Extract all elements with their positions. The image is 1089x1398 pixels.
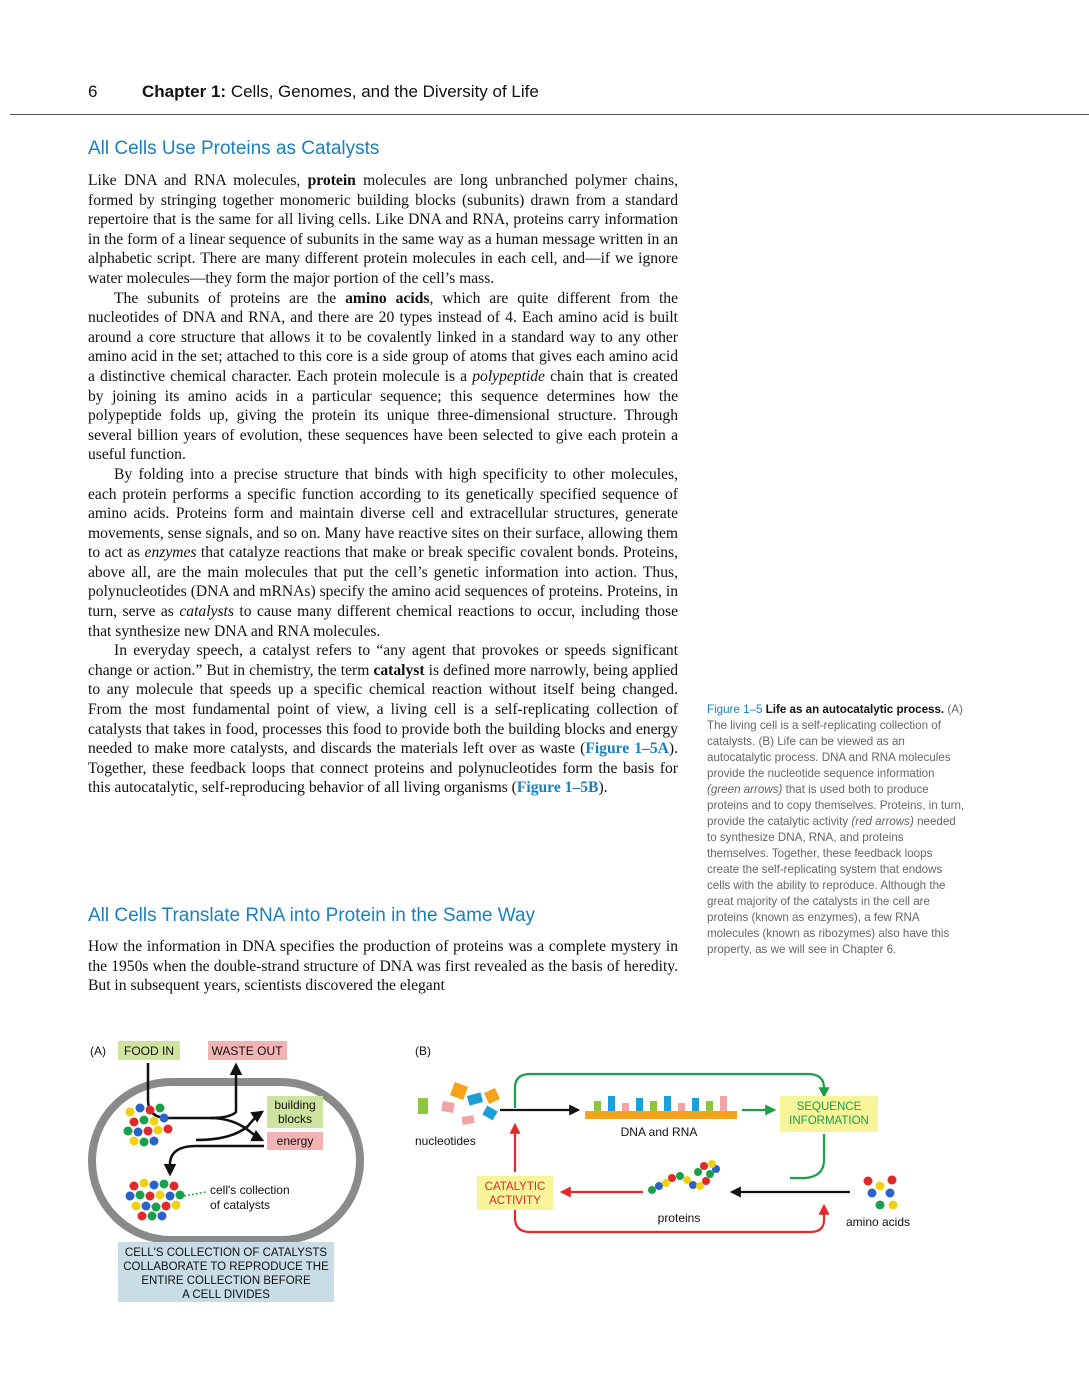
- panel-a: [90, 1041, 360, 1302]
- building-label: building: [274, 1098, 316, 1112]
- dna-rna-strand: [585, 1096, 737, 1119]
- waste-out-label: WASTE OUT: [211, 1044, 283, 1058]
- catalytic-label-1: CATALYTIC: [484, 1181, 546, 1193]
- figure-1-5a-link[interactable]: Figure 1–5A: [585, 740, 669, 758]
- note-line-3: ENTIRE COLLECTION BEFORE: [141, 1275, 311, 1287]
- catalyst-cluster-lower: [126, 1179, 185, 1221]
- energy-label: energy: [276, 1134, 314, 1148]
- blocks-label: blocks: [277, 1112, 313, 1126]
- nucleotides-label: nucleotides: [415, 1134, 476, 1148]
- figure-caption: Figure 1–5 Life as an autocatalytic process. (A) The living cell is a self-replicating collection of catalysts. (B) Life can be viewed as an autocatalytic process. DNA and RNA molecules provide the nucleotide sequence information (green arrows) that is used both to produce proteins and to copy themselves. Proteins, in turn, provide the catalytic activity (red arrows) needed to synthesize DNA, RNA, and proteins themselves. Together, these feedback loops create the self-replicating system that endows cells with the ability to reproduce. Although the great majority of the catalysts in the cell are proteins (known as enzymes), a few RNA molecules (known as ribozymes) also have this property, as we will see in Chapter 6.: [707, 703, 965, 956]
- nucleotides-icon: [418, 1082, 500, 1125]
- proteins-label: proteins: [657, 1211, 701, 1225]
- page-number: 6: [88, 82, 98, 101]
- note-line-1: CELL'S COLLECTION OF CATALYSTS: [124, 1247, 328, 1259]
- protein-chain: [648, 1160, 720, 1194]
- figure-1-5b-link[interactable]: Figure 1–5B: [516, 779, 599, 797]
- section-heading-proteins-catalysts: All Cells Use Proteins as Catalysts: [88, 138, 380, 159]
- note-line-4: A CELL DIVIDES: [182, 1289, 270, 1301]
- sequence-label-1: SEQUENCE: [796, 1101, 862, 1113]
- collection-label-1: cell's collection: [210, 1183, 290, 1197]
- arrow-to-catalysts: [170, 1146, 264, 1174]
- arrow-waste-out: [210, 1065, 236, 1118]
- sequence-label-2: INFORMATION: [789, 1115, 869, 1127]
- note-line-2: COLLABORATE TO REPRODUCE THE: [123, 1261, 329, 1273]
- figure-label: Figure 1–5: [707, 703, 763, 716]
- catalytic-label-2: ACTIVITY: [489, 1195, 541, 1207]
- paragraph-5: How the information in DNA specifies the production of proteins was a complete mystery in the 1950s when the double-strand structure of DNA was first revealed as the basis of heredity. But in subsequent years, scientists discovered the elegant: [88, 938, 678, 995]
- collection-label-2: of catalysts: [210, 1198, 271, 1212]
- chapter-label: Chapter 1:: [142, 82, 227, 101]
- panel-b-label: (B): [415, 1044, 431, 1058]
- paragraph-1: Like DNA and RNA molecules, protein molecules are long unbranched polymer chains, formed by stringing together monomeric building blocks (subunits) drawn from a standard repertoire that is the same for all living cells. Like DNA and RNA, proteins carry information in the form of a linear sequence of subunits in the same way as a human message written in an alphabetic script. There are many different protein molecules in each cell, and—if we ignore water molecules—they form the major portion of the cell’s mass.: [88, 172, 678, 287]
- chapter-title: Cells, Genomes, and the Diversity of Life: [230, 82, 539, 101]
- catalyst-leader-line: [184, 1192, 206, 1196]
- figure-title: Life as an autocatalytic process.: [765, 703, 945, 716]
- amino-acids-icon: [864, 1176, 898, 1210]
- dna-rna-label: DNA and RNA: [620, 1125, 698, 1139]
- panel-b: [415, 1044, 910, 1232]
- paragraph-3: By folding into a precise structure that binds with high specificity to other molecules, each protein performs a specific function according to its genetically specified sequence of amino acids. Proteins form and maintain diverse cell and extracellular structures, generate movements, sense signals, and so on. Many have reactive sites on their surface, allowing them to act as enzymes that catalyze reactions that make or break specific covalent bonds. Proteins, above all, are the main molecules that put the cell’s genetic information into action. Thus, polynucleotides (DNA and mRNAs) specify the amino acid sequences of proteins. Proteins, in turn, serve as catalysts to cause many different chemical reactions to occur, including those that synthesize new DNA and RNA molecules.: [88, 465, 678, 640]
- food-in-label: FOOD IN: [124, 1044, 174, 1058]
- section-heading-translate-rna: All Cells Translate RNA into Protein in the Same Way: [88, 905, 536, 926]
- arrow-to-energy: [210, 1118, 262, 1140]
- paragraph-4: In everyday speech, a catalyst refers to “any agent that provokes or speeds significant change or action.” But in chemistry, the term catalyst is defined more narrowly, being applied to any molecule that speeds up a specific chemical reaction without itself being changed. From the most fundamental point of view, a living cell is a self-replicating collection of catalysts that takes in food, processes this food to provide both the building blocks and energy needed to make more catalysts, and discards the materials left over as waste (Figure 1–5A). Together, these feedback loops that connect proteins and polynucleotides form the basis for this autocatalytic, self-reproducing behavior of all living organisms (Figure 1–5B).: [88, 642, 678, 797]
- amino-acids-label: amino acids: [845, 1215, 911, 1229]
- panel-a-label: (A): [90, 1044, 106, 1058]
- green-drop: [790, 1134, 824, 1178]
- paragraph-2: The subunits of proteins are the amino acids, which are quite different from the nucleotides of DNA and RNA, and there are 20 types instead of 4. Each amino acid is built around a core structure that allows it to be covalently linked in a standard way to any other amino acid in the set; attached to this core is a side group of atoms that gives each amino acid a distinctive chemical character. Each protein molecule is a polypeptide chain that is created by joining its amino acids in a particular sequence; this sequence determines how the polypeptide folds up, giving the protein its unique three-dimensional structure. Through several billion years of evolution, these sequences have been selected to give each protein a useful function.: [88, 289, 679, 464]
- catalyst-cluster-upper: [124, 1104, 173, 1147]
